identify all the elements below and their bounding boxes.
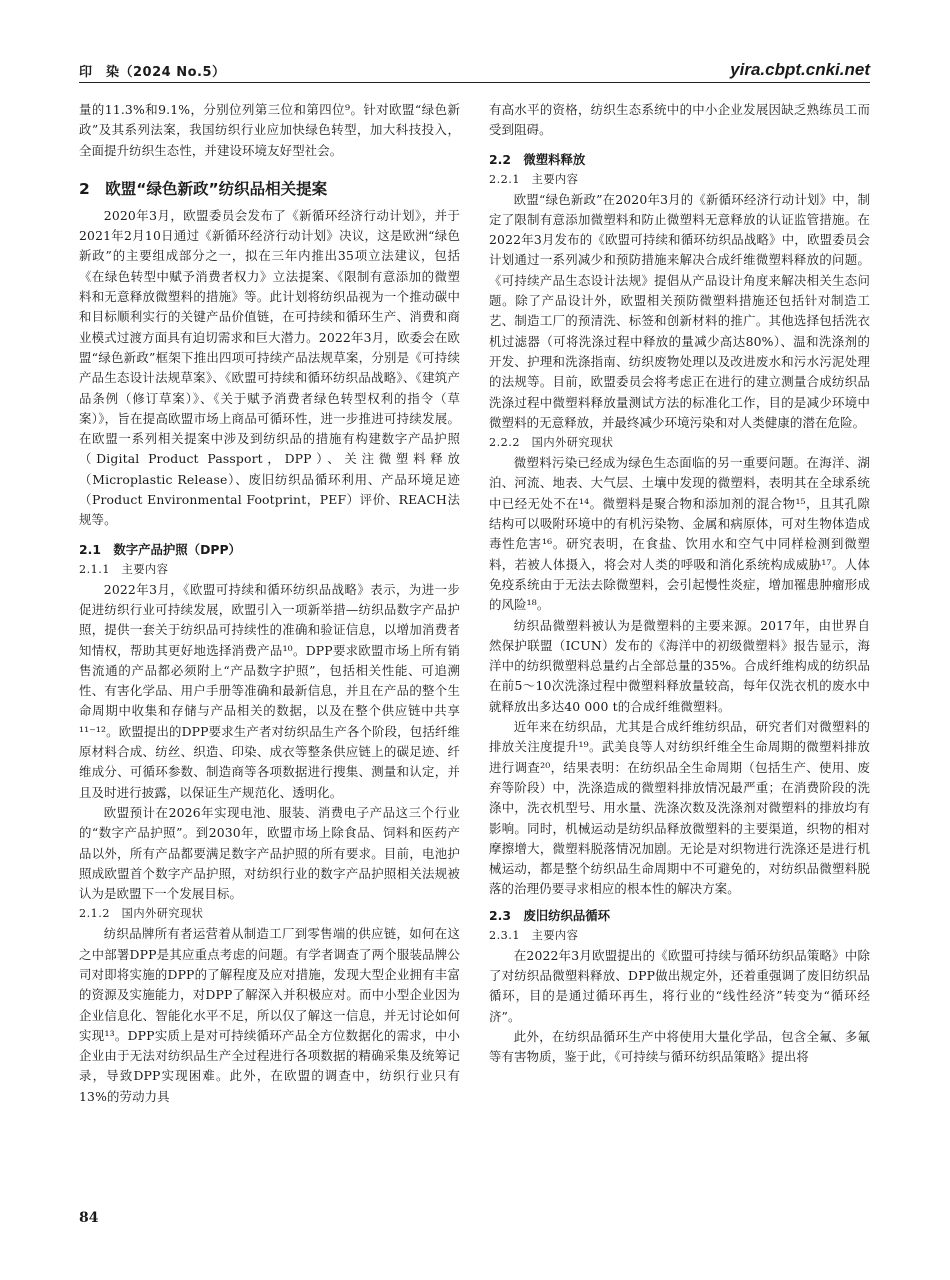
- section-2-3-1-heading: 2.3.1 主要内容: [489, 928, 579, 942]
- left-column: [79, 100, 460, 1107]
- journal-title: 印 染（2024 No.5）: [79, 65, 226, 80]
- right-column: [489, 100, 870, 1067]
- section-2-3-heading: 2.3 废旧纺织品循环: [489, 907, 611, 923]
- section-2-1-2-paragraph-1: 纺织品牌所有者运营着从制造工厂到零售端的供应链，如何在这之中部署DPP是其应重点考虑的问题。有学者调查了两个服装品牌公司对即将实施的DPP的了解程度及应对措施，发现大型企业拥有丰富的资源及实施能力，对DPP了解深入并积极应对。而中小型企业因为企业信息化、智能化水平不足，所以仅了解这一信息，并无讨论如何实现¹³。DPP实质上是对可持续循环产品全方位数据化的需求，中小企业由于无法对纺织品生产全过程进行各项数据的精确采集及统筹记录，导致DPP实现困难。此外，在欧盟的调查中，纺织行业只有13%的劳动力具: [79, 926, 460, 1104]
- section-2-3-1-paragraph-1: 在2022年3月欧盟提出的《欧盟可持续与循环纺织品策略》中除了对纺织品微塑料释放、DPP做出规定外，还着重强调了废旧纺织品循环，目的是通过循环再生，将行业的“线性经济”转变为“循环经济”。: [489, 947, 870, 1024]
- section-2-2-2-heading: 2.2.2 国内外研究现状: [489, 436, 614, 450]
- section-2-paragraph: 2020年3月，欧盟委员会发布了《新循环经济行动计划》，并于2021年2月10日通过《新循环经济行动计划》决议，这是欧洲“绿色新政”的主要组成部分之一，拟在三年内推出35项立法建议，包括《在绿色转型中赋予消费者权力》立法提案、《限制有意添加的微塑料和无意释放微塑料的措施》等。此计划将纺织品视为一个推动碳中和目标顺利实行的关键产品价值链，在可持续和循环生产、消费和商业模式过渡方面具有迫切需求和巨大潜力。2022年3月，欧委会在欧盟“绿色新政”框架下推出四项可持续产品法规草案，分别是《可持续产品生态设计法规草案》、《欧盟可持续和循环纺织品战略》、《建筑产品条例（修订草案）》、《关于赋予消费者绿色转型权利的指令（草案）》，旨在提高欧盟市场上商品可循环性，进一步推进可持续发展。在欧盟一系列相关提案中涉及到纺织品的措施有构建数字产品护照（Digital Product Passport，DPP）、关注微塑料释放（Microplastic Release）、废旧纺织品循环利用、产品环境足迹（Product Environmental Footprint，PEF）评价、REACH法规等。: [79, 207, 460, 528]
- section-2-1-1-heading: 2.1.1 主要内容: [79, 562, 169, 576]
- section-2-2-1-paragraph: 欧盟“绿色新政”在2020年3月的《新循环经济行动计划》中，制定了限制有意添加微塑料和防止微塑料无意释放的认证监管措施。在2022年3月发布的《欧盟可持续和循环纺织品战略》中，欧盟委员会计划通过一系列减少和预防措施来解决合成纤维微塑料释放的问题。《可持续产品生态设计法规》提倡从产品设计角度来解决相关生态问题。除了产品设计外，欧盟相关预防微塑料措施还包括针对制造工艺、制造工厂的预清洗、标签和创新材料的推广。其他选择包括洗衣机过滤器（可将洗涤过程中释放的量减少高达80%）、温和洗涤剂的开发、护理和洗涤指南、纺织废物处理以及改进废水和污水污泥处理的法规等。目前，欧盟委员会将考虑正在进行的建立测量合成纺织品洗涤过程中微塑料释放量测试方法的标准化工作，目的是减少环境中微塑料的无意释放，并最终减少环境污染和对人类健康的潜在危险。: [489, 191, 870, 430]
- running-header: [79, 58, 870, 80]
- section-2-3-1-paragraph-2: 此外，在纺织品循环生产中将使用大量化学品，包含全氟、多氟等有害物质，鉴于此，《可持续与循环纺织品策略》提出将: [489, 1028, 870, 1065]
- section-2-heading: 2 欧盟“绿色新政”纺织品相关提案: [79, 179, 328, 198]
- section-2-2-heading: 2.2 微塑料释放: [489, 151, 586, 167]
- journal-website: yira.cbpt.cnki.net: [730, 60, 870, 79]
- continued-paragraph: 有高水平的资格，纺织生态系统中的中小企业发展因缺乏熟练员工而受到阻碍。: [489, 102, 870, 138]
- section-2-2-2-paragraph-1: 微塑料污染已经成为绿色生态面临的另一重要问题。在海洋、湖泊、河流、地表、大气层、土壤中发现的微塑料，表明其在全球系统中已经无处不在¹⁴。微塑料是聚合物和添加剂的混合物¹⁵，且其孔隙结构可以吸附环境中的有机污染物、金属和病原体，可对生物体造成毒性危害¹⁶。研究表明，在食盐、饮用水和空气中同样检测到微塑料，若被人体摄入，将会对人类的呼吸和消化系统构成威胁¹⁷。人体免疫系统由于无法去除微塑料，会引起慢性炎症，增加罹患肿瘤形成的风险¹⁸。: [489, 455, 870, 613]
- section-2-1-heading: 2.1 数字产品护照（DPP）: [79, 541, 241, 557]
- section-2-2-1-heading: 2.2.1 主要内容: [489, 172, 579, 186]
- intro-paragraph: 量的11.3%和9.1%，分别位列第三位和第四位⁹。针对欧盟“绿色新政”及其系列法案，我国纺织行业应加快绿色转型，加大科技投入，全面提升纺织生态性，并建设环境友好型社会。: [79, 102, 460, 158]
- section-2-1-1-paragraph-2: 欧盟预计在2026年实现电池、服装、消费电子产品这三个行业的“数字产品护照”。到2030年，欧盟市场上除食品、饲料和医药产品以外，所有产品都要满足数字产品护照的所有要求。目前，电池护照成欧盟首个数字产品护照，对纺织行业的数字产品护照相关法规被认为是欧盟下一个发展目标。: [79, 804, 460, 902]
- header-rule: [79, 82, 870, 83]
- section-2-1-2-heading: 2.1.2 国内外研究现状: [79, 907, 204, 921]
- page-number: 84: [79, 1210, 99, 1226]
- section-2-2-2-paragraph-3: 近年来在纺织品，尤其是合成纤维纺织品，研究者们对微塑料的排放关注度提升¹⁹。武美良等人对纺织纤维全生命周期的微塑料排放进行调查²⁰，结果表明：在纺织品全生命周期（包括生产、使用、废弃等阶段）中，洗涤造成的微塑料排放情况最严重；在消费阶段的洗涤中，洗衣机型号、用水量、洗涤次数及洗涤剂对微塑料的排放均有影响。同时，机械运动是纺织品释放微塑料的主要渠道，织物的相对摩擦增大，微塑料脱落情况加剧。无论是对织物进行洗涤还是进行机械运动，都是整个纺织品生命周期中不可避免的，对纺织品微塑料脱落的治理仍要寻求相应的根本性的解决方案。: [489, 719, 870, 897]
- section-2-2-2-paragraph-2: 纺织品微塑料被认为是微塑料的主要来源。2017年，由世界自然保护联盟（ICUN）发布的《海洋中的初级微塑料》报告显示，海洋中的纺织微塑料总量约占全部总量的35%。合成纤维构成的纺织品在前5～10次洗涤过程中微塑料释放量较高，每年仅洗衣机的废水中就释放出多达40 000 t的合成纤维微塑料。: [489, 617, 870, 714]
- section-2-1-1-paragraph-1: 2022年3月，《欧盟可持续和循环纺织品战略》表示，为进一步促进纺织行业可持续发展，欧盟引入一项新举措—纺织品数字产品护照，提供一套关于纺织品可持续性的准确和验证信息，以增加消费者知情权，帮助其更好地选择消费产品¹⁰。DPP要求欧盟市场上所有销售流通的产品都必须附上“产品数字护照”，包括相关性能、可追溯性、有害化学品、用户手册等准确和最新信息，并且在产品的整个生命周期中收集和存储与产品相关的数据，以及在整个供应链中共享¹¹⁻¹²。欧盟提出的DPP要求生产者对纺织品生产各个阶段，包括纤维原材料合成、纺丝、织造、印染、成衣等整条供应链上的碳足迹、纤维成分、可循环参数、制造商等各项数据进行搜集、测量和认定，并且及时进行披露，以保证生产规范化、透明化。: [79, 581, 460, 800]
